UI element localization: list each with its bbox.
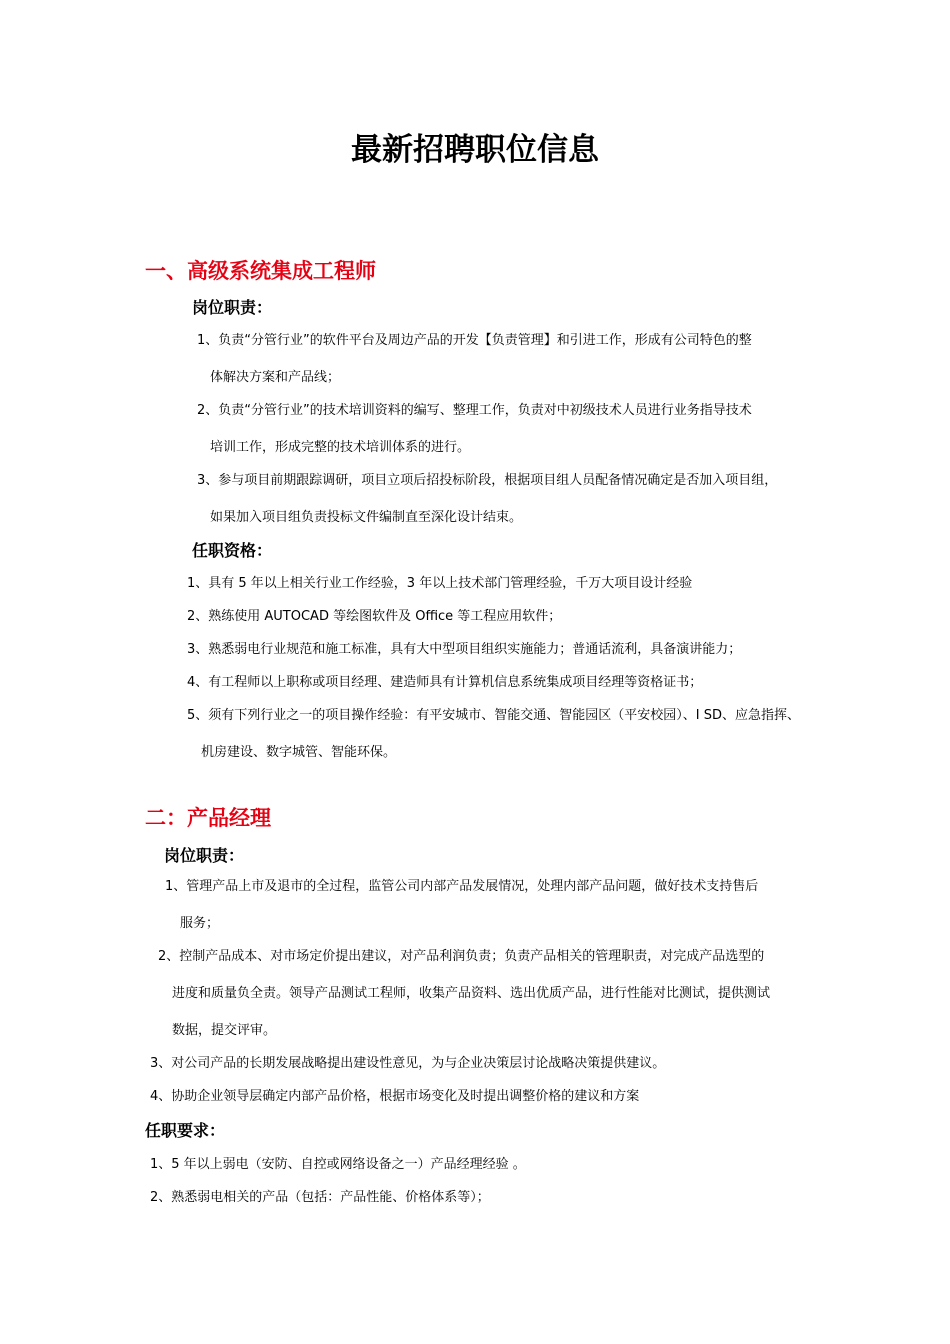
requirement-line: 2、熟练使用 AUTOCAD 等绘图软件及 Office 等工程应用软件； — [187, 609, 562, 624]
duties-label: 岗位职责： — [164, 846, 245, 865]
duty-line: 1、管理产品上市及退市的全过程，监管公司内部产品发展情况，处理内部产品问题，做好技术支持售后 — [165, 879, 759, 894]
requirements-label: 任职要求： — [145, 1121, 226, 1140]
duty-line: 进度和质量负全责。领导产品测试工程师，收集产品资料、选出优质产品，进行性能对比测试，提供测试 — [172, 986, 771, 1001]
requirement-line: 1、具有 5 年以上相关行业工作经验，3 年以上技术部门管理经验，千万大项目设计经验 — [187, 576, 693, 591]
requirement-line: 3、熟悉弱电行业规范和施工标准，具有大中型项目组织实施能力；普通话流利，具备演讲能力； — [187, 642, 742, 657]
requirement-line: 机房建设、数字城管、智能环保。 — [201, 745, 397, 760]
duty-line: 2、负责“分管行业”的技术培训资料的编写、整理工作，负责对中初级技术人员进行业务指导技术 — [197, 403, 752, 418]
section-heading-system-engineer: 一、高级系统集成工程师 — [145, 259, 376, 283]
page-title: 最新招聘职位信息 — [351, 132, 599, 168]
duty-line: 4、协助企业领导层确定内部产品价格，根据市场变化及时提出调整价格的建议和方案 — [150, 1089, 640, 1104]
duty-line: 1、负责“分管行业”的软件平台及周边产品的开发【负责管理】和引进工作，形成有公司特色的整 — [197, 333, 752, 348]
requirements-label: 任职资格： — [192, 541, 273, 560]
duty-line: 体解决方案和产品线； — [210, 370, 341, 385]
duty-line: 2、控制产品成本、对市场定价提出建议，对产品利润负责；负责产品相关的管理职责，对完成产品选型的 — [158, 949, 765, 964]
duty-line: 服务； — [180, 916, 220, 931]
duty-line: 培训工作，形成完整的技术培训体系的进行。 — [210, 440, 471, 455]
duties-label: 岗位职责： — [192, 298, 273, 317]
duty-line: 数据，提交评审。 — [172, 1023, 277, 1038]
requirement-line: 4、有工程师以上职称或项目经理、建造师具有计算机信息系统集成项目经理等资格证书； — [187, 675, 703, 690]
section-heading-product-manager: 二：产品经理 — [145, 806, 271, 830]
requirement-line: 2、熟悉弱电相关的产品（包括：产品性能、价格体系等）； — [150, 1190, 490, 1205]
duty-line: 3、对公司产品的长期发展战略提出建设性意见，为与企业决策层讨论战略决策提供建议。 — [150, 1056, 666, 1071]
requirement-line: 1、5 年以上弱电（安防、自控或网络设备之一）产品经理经验 。 — [150, 1157, 526, 1172]
requirement-line: 5、须有下列行业之一的项目操作经验：有平安城市、智能交通、智能园区（平安校园）、I SD、应急指挥、 — [187, 708, 801, 723]
duty-line: 如果加入项目组负责投标文件编制直至深化设计结束。 — [210, 510, 523, 525]
duty-line: 3、参与项目前期跟踪调研，项目立项后招投标阶段，根据项目组人员配备情况确定是否加入项目组， — [197, 473, 778, 488]
